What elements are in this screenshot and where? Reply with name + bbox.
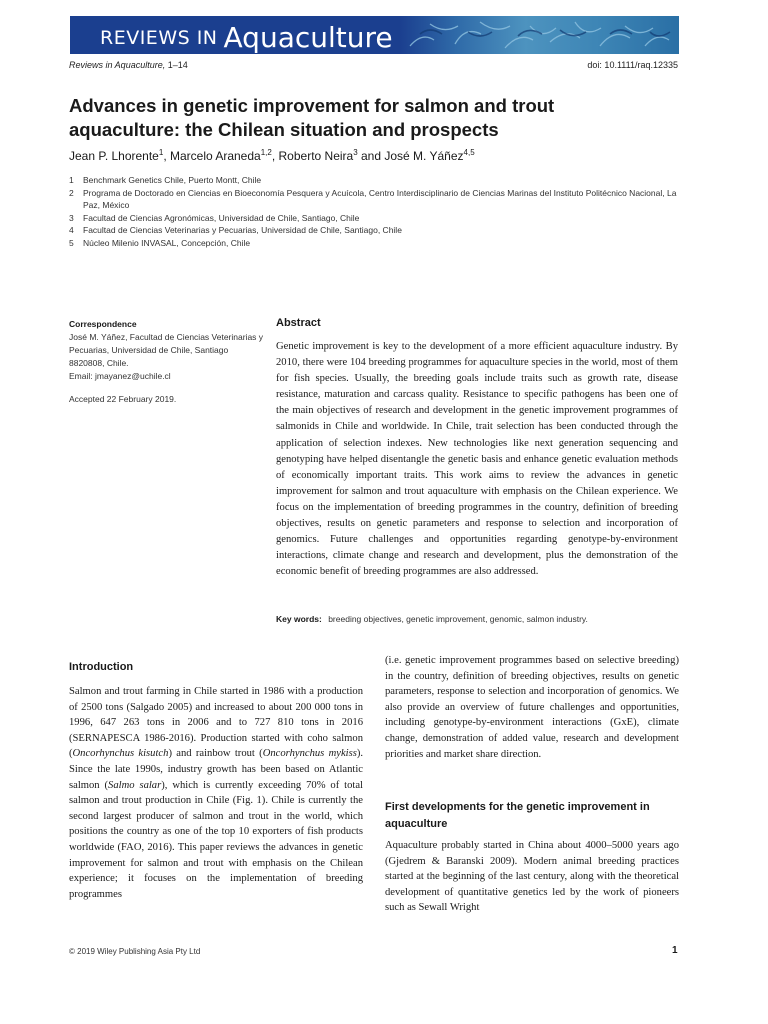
page-number: 1 [672, 945, 678, 956]
correspondence-label: Correspondence [69, 319, 137, 329]
affiliation-item [69, 174, 689, 187]
author-name: José M. Yáñez [384, 149, 464, 163]
affiliation-number: 2 [69, 187, 74, 198]
author-affiliation-mark: 4,5 [463, 148, 475, 157]
introduction-heading: Introduction [69, 661, 134, 673]
section-heading-first-developments: First developments for the genetic improvement in aquaculture [385, 801, 650, 830]
affiliation-number: 1 [69, 175, 74, 185]
abstract-heading: Abstract [276, 317, 321, 329]
running-header-citation [69, 60, 188, 70]
intro-text: ), which is currently exceeding 70% of total salmon and trout production in Chile (Fig. 1). Chile is currently the second largest producer of salmon and trout in the world, which positions the country as one of the top 10 exporters of fish products worldwide (FAO, 2016). This paper reviews the advances in genetic improvement for salmon and trout with emphasis on the Chilean experience; it focuses on the implementation of breeding programmes [69, 779, 363, 900]
affiliation-item [69, 187, 689, 212]
doi[interactable]: doi: 10.1111/raq.12335 [587, 60, 678, 70]
intro-text: Salmon and trout farming in Chile started in 1986 with a production of 2500 tons (Salgado 2005) and increased to about 200 000 tons in 1996, 647 263 tons in 2006 and to 727 810 tons in 2016 (SERNAPESCA 1986-2016). Production started with coho salmon ( [69, 686, 363, 760]
correspondence-box [69, 318, 264, 406]
affiliation-text: Programa de Doctorado en Ciencias en Bioeconomía Pesquera y Acuícola, Centro Interdisciplinario de Ciencias Marinas del Instituto Politécnico Nacional, La Paz, México [83, 187, 677, 210]
introduction-continued: (i.e. genetic improvement programmes based on selective breeding) in the country, definition of breeding objectives, results on genetic parameters, response to selection and incorporation of genomics. We also provide an overview of future challenges and opportunities, including genotype-by-environment interactions (GxE), climate change, demonstration of added value, research and development priorities and market share direction. [385, 655, 679, 760]
keywords-list: breeding objectives, genetic improvement, genomic, salmon industry. [328, 614, 588, 624]
journal-banner [70, 16, 679, 54]
intro-text: ) and rainbow trout ( [168, 748, 263, 760]
banner-fish-image [400, 16, 679, 54]
affiliation-text: Facultad de Ciencias Agronómicas, Universidad de Chile, Santiago, Chile [83, 212, 360, 223]
accepted-date: Accepted 22 February 2019. [69, 394, 177, 404]
correspondence-address: José M. Yáñez, Facultad de Ciencias Veterinarias y Pecuarias, Universidad de Chile, Santiago 8820808, Chile. [69, 332, 264, 368]
author-affiliation-mark: 1 [158, 148, 164, 157]
affiliation-list [69, 174, 689, 249]
journal-title [100, 21, 393, 54]
running-pages: 1–14 [167, 60, 188, 70]
affiliation-item [69, 237, 689, 250]
affiliation-number: 3 [69, 212, 74, 223]
author-name: Roberto Neira [278, 149, 354, 163]
journal-title-small: REVIEWS IN [100, 27, 218, 49]
author-list: Jean P. Lhorente$^1$, Marcelo Araneda$^{1,2}$, Roberto Neira$^3$ and José M. Yáñez$^{4,5}$ [69, 148, 475, 163]
species-name: Salmo salar [108, 779, 162, 791]
introduction-paragraph [69, 684, 363, 902]
copyright-notice: © 2019 Wiley Publishing Asia Pty Ltd [69, 947, 201, 956]
author-affiliation-mark: 3 [353, 148, 358, 157]
affiliation-item [69, 224, 689, 237]
keywords [276, 614, 588, 624]
affiliation-text: Facultad de Ciencias Veterinarias y Pecuarias, Universidad de Chile, Santiago, Chile [83, 225, 402, 235]
keywords-label: Key words: [276, 614, 322, 624]
affiliation-item [69, 212, 689, 225]
affiliation-text: Benchmark Genetics Chile, Puerto Montt, Chile [83, 175, 262, 185]
correspondence-email[interactable]: Email: jmayanez@uchile.cl [69, 371, 171, 381]
author-name: Jean P. Lhorente [69, 149, 159, 163]
author-name: Marcelo Araneda [169, 149, 261, 163]
abstract-text: Genetic improvement is key to the development of a more efficient aquaculture industry. By 2010, there were 104 breeding programmes for aquaculture species in the world, most of them for fish species. Usually, the breeding goals include traits such as growth rate, disease resistance, maturation and carcass quality. Resistance to specific pathogens has been one of the main objectives of research and development in the genetic improvement programmes of salmonids in Chile and worldwide. In Chile, trait selection has been conducted through the application of selection indexes. New technologies like next generation sequencing and genotyping have helped disentangle the genetic basis and enhance genetic evaluation methods of economically important traits. This work aims to review the advances in genetic improvement for salmon and trout aquaculture with emphasis on the Chilean experience. We focus on the implementation of breeding programmes in the country, definition of breeding objectives, results on genetic parameters and response to selection and incorporation of genomics. Future challenges and opportunities regarding genotype-by-environment interactions, climate change and research and development, plus the demonstration of the economic benefit of breeding programmes are also addressed. [276, 341, 678, 578]
article-title: Advances in genetic improvement for salmon and trout aquaculture: the Chilean situation and prospects [69, 95, 555, 140]
author-affiliation-mark: 1,2 [260, 148, 272, 157]
running-journal: Reviews in Aquaculture, [69, 60, 166, 70]
species-name: Oncorhynchus mykiss [262, 748, 357, 760]
affiliation-text: Núcleo Milenio INVASAL, Concepción, Chile [83, 237, 251, 248]
species-name: Oncorhynchus kisutch [72, 748, 169, 760]
affiliation-number: 5 [69, 237, 74, 248]
first-developments-paragraph: Aquaculture probably started in China about 4000–5000 years ago (Gjedrem & Baranski 2009). Modern animal breeding practices started at the beginning of the last century, along with the theoretical development of quantitative genetics led by the work of pioneers such as Sewall Wright [385, 840, 679, 914]
affiliation-number: 4 [69, 225, 74, 235]
intro-text: ). Since the late 1990s, industry growth has been based on Atlantic salmon ( [69, 748, 364, 791]
journal-title-big: Aquaculture [223, 21, 393, 54]
